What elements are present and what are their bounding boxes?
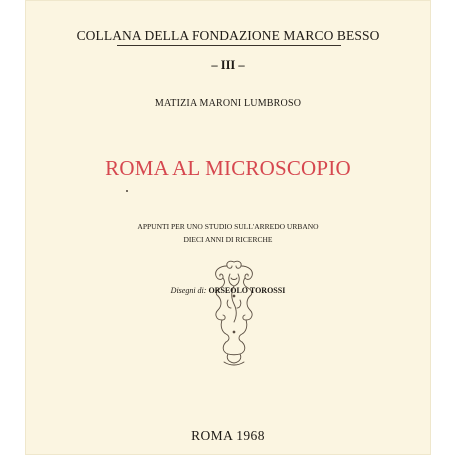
series-underline [117,45,341,46]
subtitle-line-2: DIECI ANNI DI RICERCHE [183,235,273,244]
author-name: MATIZIA MARONI LUMBROSO [154,98,302,109]
baroque-ornament-icon [204,256,264,368]
place-and-year: ROMA 1968 [191,428,265,443]
illustrator-label: Disegni di: [170,286,207,295]
subtitle-line-1: APPUNTI PER UNO STUDIO SULL'ARREDO URBANO [137,222,319,231]
book-title: ROMA AL MICROSCOPIO [105,156,351,180]
book-cover [25,0,431,455]
illustrator-name: ORSEOLO TOROSSI [208,286,286,295]
illustrator-credit [25,286,431,295]
series-title: COLLANA DELLA FONDAZIONE MARCO BESSO [76,28,380,43]
ink-speck [126,190,128,192]
volume-number: – III – [211,58,245,72]
